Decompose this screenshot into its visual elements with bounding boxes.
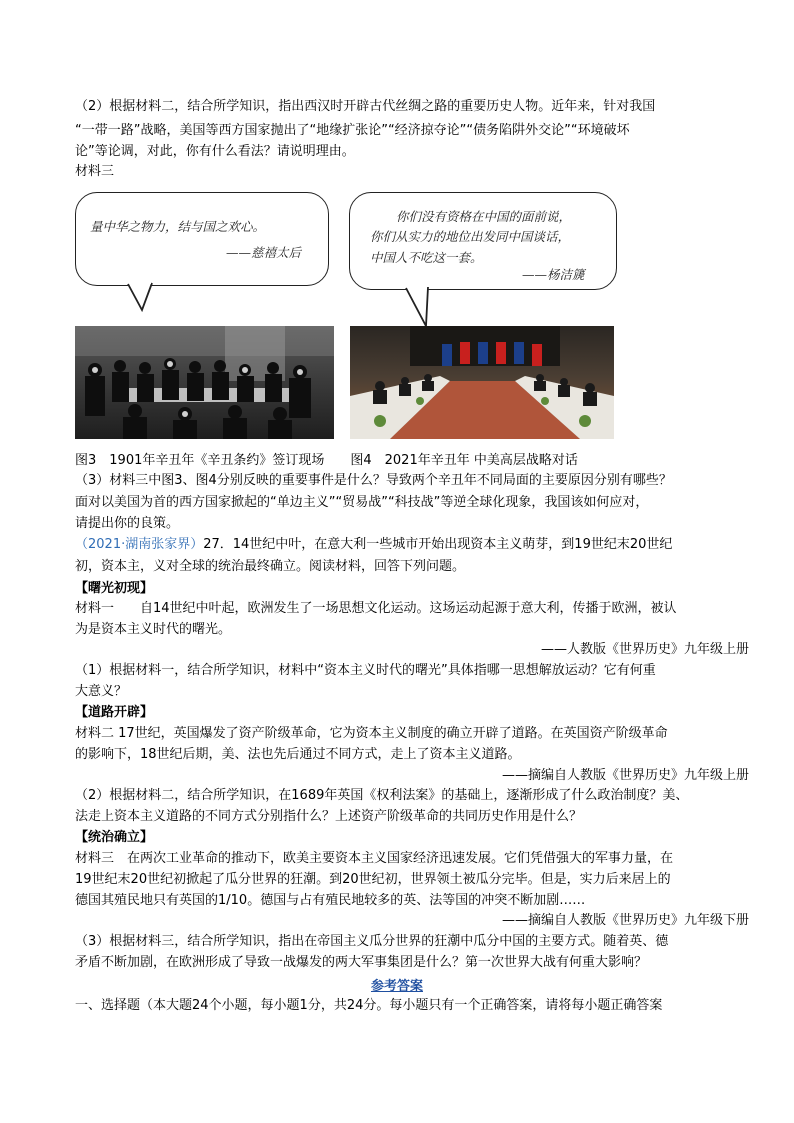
yang-quote-line2: 你们从实力的地位出发同中国谈话，	[370, 229, 571, 244]
cixi-author: ——慈禧太后	[226, 245, 302, 260]
bubble-tail-right	[398, 284, 438, 330]
material-3b-line2: 19世纪末20世纪初掀起了瓜分世界的狂潮。到20世纪初，世界领土被瓜分完毕。但是，实力后来居上的	[75, 872, 671, 887]
question-3-3-line2: 面对以美国为首的西方国家掀起的“单边主义”“贸易战”“科技战”等逆全球化现象，我国该如何应对，	[75, 495, 649, 510]
question-27-1-line2: 大意义？	[75, 684, 128, 699]
section-heading-path: 【道路开辟】	[75, 705, 154, 720]
question-3-3-line1: （3）材料三中图3、图4分别反映的重要事件是什么？导致两个辛丑年不同局面的主要原因分别有哪些？	[75, 473, 672, 488]
material-2-line2: 的影响下，18世纪后期，美、法也先后通过不同方式，走上了资本主义道路。	[75, 747, 521, 762]
material-2-source: ——摘编自人教版《世界历史》九年级上册	[501, 768, 749, 783]
question-3-2-line3: 论”等论调，对此，你有什么看法？请说明理由。	[75, 144, 355, 159]
photo-2021-sino-us-dialogue	[350, 326, 614, 439]
material-1-line1: 材料一 自14世纪中叶起，欧洲发生了一场思想文化运动。这场运动起源于意大利，传播于欧洲，被认	[75, 601, 677, 616]
figure-caption: 图3 1901年辛丑年《辛丑条约》签订现场 图4 2021年辛丑年 中美高层战略对话	[75, 453, 578, 468]
question-27-1-line1: （1）根据材料一，结合所学知识，材料中“资本主义时代的曙光”具体指哪一思想解放运动？它有何重	[75, 663, 656, 678]
section-heading-dawn: 【曙光初现】	[75, 581, 154, 596]
material-2-line1: 材料二 17世纪，英国爆发了资产阶级革命，它为资本主义制度的确立开辟了道路。在英国资产阶级革命	[75, 726, 668, 741]
material-3b-source: ——摘编自人教版《世界历史》九年级下册	[501, 913, 749, 928]
section-heading-rule: 【统治确立】	[75, 830, 154, 845]
question-3-2-line2: “一带一路”战略，美国等西方国家抛出了“地缘扩张论”“经济掠夺论”“债务陷阱外交论”“环境破坏	[75, 123, 630, 138]
question-27-line2: 初，资本主，义对全球的统治最终确立。阅读材料，回答下列问题。	[75, 559, 466, 574]
question-source-tag: （2021·湖南张家界）	[75, 537, 204, 552]
material-3b-line1: 材料三 在两次工业革命的推动下，欧美主要资本主义国家经济迅速发展。它们凭借强大的军事力量，在	[75, 851, 674, 866]
answer-key-title: 参考答案	[370, 979, 423, 994]
photo-1901-treaty-signing	[75, 326, 334, 439]
answer-section-1-line1: 一、选择题（本大题24个小题，每小题1分，共24分。每小题只有一个正确答案，请将每小题正确答案	[75, 998, 663, 1013]
question-27-line1	[75, 536, 672, 553]
question-3-2-line1: （2）根据材料二，结合所学知识，指出西汉时开辟古代丝绸之路的重要历史人物。近年来，针对我国	[75, 99, 656, 114]
yang-quote-line1: 你们没有资格在中国的面前说，	[396, 209, 572, 224]
question-3-3-line3: 请提出你的良策。	[75, 516, 180, 531]
speech-bubble-yang	[349, 192, 617, 290]
yang-author: ——杨洁篪	[522, 267, 585, 282]
material-1-line2: 为是资本主义时代的曙光。	[75, 622, 232, 637]
cixi-quote: 量中华之物力，结与国之欢心。	[90, 219, 266, 234]
yang-quote-line3: 中国人不吃这一套。	[370, 250, 483, 265]
material-3-label: 材料三	[75, 164, 115, 179]
material-3b-line3: 德国其殖民地只有英国的1/10。德国与占有殖民地较多的英、法等国的冲突不断加剧……	[75, 893, 586, 908]
question-27-text: 27．14世纪中叶，在意大利一些城市开始出现资本主义萌芽，到19世纪末20世纪	[203, 537, 673, 552]
question-27-3-line1: （3）根据材料三，结合所学知识，指出在帝国主义瓜分世界的狂潮中瓜分中国的主要方式。随着英、德	[75, 934, 669, 949]
speech-bubble-cixi	[75, 192, 329, 286]
question-27-2-line2: 法走上资本主义道路的不同方式分别指什么？上述资产阶级革命的共同历史作用是什么？	[75, 809, 583, 824]
bubble-tail-left	[120, 280, 160, 312]
question-27-2-line1: （2）根据材料二，结合所学知识，在1689年英国《权利法案》的基础上，逐渐形成了什么政治制度？美、	[75, 788, 689, 803]
material-1-source: ——人教版《世界历史》九年级上册	[540, 642, 749, 657]
question-27-3-line2: 矛盾不断加剧，在欧洲形成了导致一战爆发的两大军事集团是什么？第一次世界大战有何重大影响？	[75, 955, 648, 970]
